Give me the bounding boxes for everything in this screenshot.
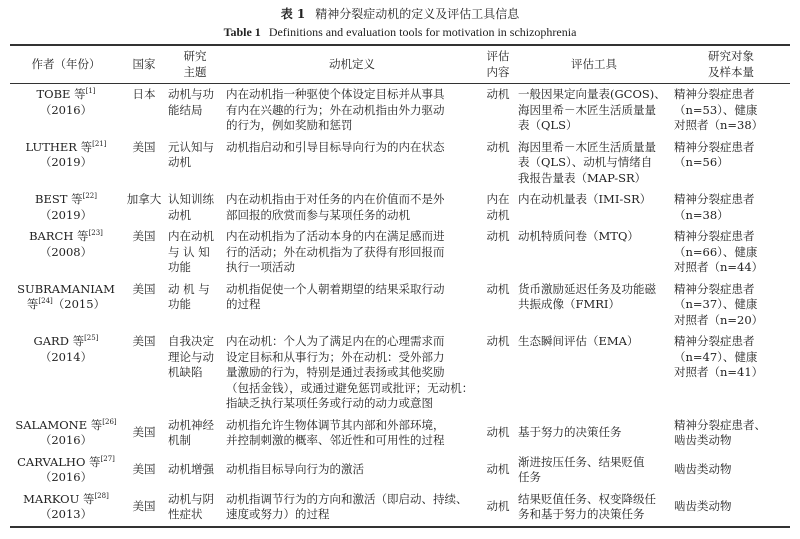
publication-year: （2015） (52, 297, 106, 311)
table-row (10, 452, 790, 489)
reference-number: [25] (84, 334, 99, 342)
cell-definition: 内在动机：个人为了满足内在的心理需求而 设定目标和从事行为；外在动机：受外部力 量激励的行为，特别是通过表扬或其他奖励 （包括金钱），或通过避免惩罚或批评；无动机： 指缺乏执行某项任务或行动的动力或意图 (226, 334, 474, 410)
author-name: BARCH 等 (29, 229, 89, 243)
cell-definition: 动机指调节行为的方向和激活（即启动、持续、 速度或努力）的过程 (226, 491, 468, 521)
publication-year: （2016） (39, 102, 93, 117)
column-header-motivation-definition: 动机定义 (329, 56, 375, 71)
reference-number: [21] (92, 139, 107, 148)
reference-number: [23] (88, 229, 103, 237)
cell-topic: 元认知与 动机 (168, 139, 214, 169)
cell-topic: 自我决定 理论与动 机缺陷 (168, 334, 214, 379)
cell-subjects: 精神分裂症患者、 啮齿类动物 (674, 417, 766, 447)
cell-subjects: 精神分裂症患者 （n=37）、健康 对照者（n=20） (674, 281, 764, 327)
cell-topic: 动机与阴 性症状 (168, 491, 214, 521)
cell-topic: 内在动机 与 认 知 功能 (168, 229, 214, 274)
cell-country: 加拿大 (126, 192, 162, 206)
cell-country: 美国 (132, 334, 156, 348)
cell-content: 内在 动机 (486, 192, 510, 222)
cell-definition: 动机指允许生物体调节其内部和外部环境， 并控制刺激的概率、邻近性和可用性的过程 (226, 417, 445, 447)
author-name: SUBRAMANIAM 等 (17, 281, 115, 311)
reference-number: [22] (82, 192, 97, 200)
publication-year: （2008） (39, 244, 93, 259)
cell-author-year (10, 331, 122, 415)
cell-tool: 动机特质问卷（MTQ） (518, 229, 639, 243)
author-name: CARVALHO 等 (17, 454, 101, 469)
cell-content: 动机 (486, 334, 510, 348)
cell-topic: 动机神经 机制 (168, 417, 214, 447)
cell-author-year (10, 137, 122, 190)
publication-year: （2016） (39, 433, 93, 447)
caption-en-title: Definitions and evaluation tools for motivation in schizophrenia (268, 25, 577, 39)
column-header-assessment-tool: 评估工具 (571, 56, 617, 71)
cell-tool: 结果贬值任务、权变降级任 务和基于努力的决策任务 (518, 491, 656, 521)
table-row (10, 189, 790, 226)
cell-tool: 海因里希－木匠生活质量量 表（QLS）、动机与情绪自 我报告量表（MAP-SR） (518, 139, 656, 185)
table-row (10, 489, 790, 527)
cell-definition: 内在动机指为了活动本身的内在满足感而进 行的活动；外在动机指为了获得有形回报而 执行一项活动 (226, 229, 445, 274)
caption-zh-label: 表 1 (280, 7, 306, 21)
cell-content: 动机 (486, 87, 510, 101)
cell-definition: 动机指启动和引导目标导向行为的内在状态 (226, 139, 445, 154)
caption-zh (0, 6, 800, 22)
cell-country: 美国 (132, 462, 156, 477)
cell-content: 动机 (486, 139, 510, 154)
publication-year: （2019） (39, 207, 93, 222)
cell-subjects: 精神分裂症患者 （n=53）、健康 对照者（n=38） (674, 87, 764, 132)
cell-country: 美国 (132, 139, 156, 154)
publication-year: （2019） (39, 155, 93, 169)
reference-number: [24] (38, 297, 53, 305)
table-row (10, 137, 790, 190)
motivation-definitions-table (10, 44, 790, 528)
cell-tool: 内在动机量表（IMI-SR） (518, 192, 652, 206)
cell-tool: 生态瞬间评估（EMA） (518, 334, 639, 348)
cell-topic: 动机增强 (168, 462, 214, 477)
cell-subjects: 啮齿类动物 (674, 499, 732, 514)
reference-number: [1] (85, 87, 96, 95)
cell-tool: 一般因果定向量表(GCOS)、 海因里希－木匠生活质量量 表（QLS） (518, 87, 666, 132)
column-header-research-topic: 研究 主题 (183, 49, 207, 79)
publication-year: （2014） (39, 349, 93, 364)
table-row (10, 226, 790, 279)
table-row (10, 415, 790, 452)
cell-definition: 动机指目标导向行为的激活 (226, 462, 364, 477)
author-name: MARKOU 等 (23, 491, 95, 506)
cell-definition: 内在动机指由于对任务的内在价值而不是外 部回报的欣赏而参与某项任务的动机 (226, 192, 445, 222)
cell-subjects: 精神分裂症患者 （n=66）、健康 对照者（n=44） (674, 229, 764, 274)
publication-year: （2013） (39, 507, 93, 521)
cell-country: 美国 (132, 425, 156, 440)
header-row (10, 45, 790, 84)
reference-number: [27] (100, 454, 115, 463)
column-header-assessment-content: 评估 内容 (486, 49, 510, 79)
cell-topic: 动机与功 能结局 (168, 87, 214, 117)
cell-author-year (10, 84, 122, 137)
table-row (10, 331, 790, 415)
cell-subjects: 啮齿类动物 (674, 462, 732, 477)
caption-en (0, 24, 800, 40)
author-name: SALAMONE 等 (15, 417, 103, 432)
reference-number: [26] (102, 417, 117, 426)
cell-topic: 动 机 与 功能 (168, 281, 210, 311)
cell-author-year (10, 189, 122, 226)
cell-country: 美国 (132, 229, 156, 243)
column-header-country: 国家 (132, 56, 156, 71)
reference-number: [28] (94, 491, 109, 500)
cell-country: 美国 (132, 281, 156, 296)
cell-topic: 认知训练 动机 (168, 192, 214, 222)
cell-definition: 内在动机指一种驱使个体设定目标并从事具 有内在兴趣的行为；外在动机指由外力驱动 的行为，例如奖励和惩罚 (226, 87, 445, 132)
cell-content: 动机 (486, 462, 510, 477)
cell-content: 动机 (486, 281, 510, 296)
cell-content: 动机 (486, 229, 510, 243)
table-caption (0, 6, 800, 40)
cell-content: 动机 (486, 499, 510, 514)
cell-definition: 动机指促使一个人朝着期望的结果采取行动 的过程 (226, 281, 445, 311)
author-name: LUTHER 等 (25, 139, 93, 154)
table-row (10, 84, 790, 137)
column-header-subjects-sample: 研究对象 及样本量 (708, 49, 754, 79)
publication-year: （2016） (39, 470, 93, 484)
caption-zh-title: 精神分裂症动机的定义及评估工具信息 (315, 7, 520, 21)
cell-content: 动机 (486, 425, 510, 440)
cell-country: 日本 (132, 87, 156, 101)
cell-author-year (10, 452, 122, 489)
cell-author-year (10, 279, 122, 332)
cell-subjects: 精神分裂症患者 （n=47）、健康 对照者（n=41） (674, 334, 764, 379)
cell-tool: 货币激励延迟任务及功能磁 共振成像（FMRI） (518, 281, 656, 311)
cell-country: 美国 (132, 499, 156, 514)
cell-tool: 渐进按压任务、结果贬值 任务 (518, 454, 645, 484)
cell-author-year (10, 489, 122, 527)
cell-subjects: 精神分裂症患者 （n=38） (674, 192, 755, 222)
cell-author-year (10, 226, 122, 279)
cell-subjects: 精神分裂症患者 （n=56） (674, 139, 755, 169)
caption-en-label: Table 1 (223, 25, 261, 39)
author-name: TOBE 等 (36, 87, 86, 101)
author-name: GARD 等 (33, 334, 85, 348)
cell-author-year (10, 415, 122, 452)
table-row (10, 279, 790, 332)
cell-tool: 基于努力的决策任务 (518, 425, 622, 440)
column-header-author-year: 作者（年份） (31, 56, 101, 71)
author-name: BEST 等 (35, 192, 83, 206)
